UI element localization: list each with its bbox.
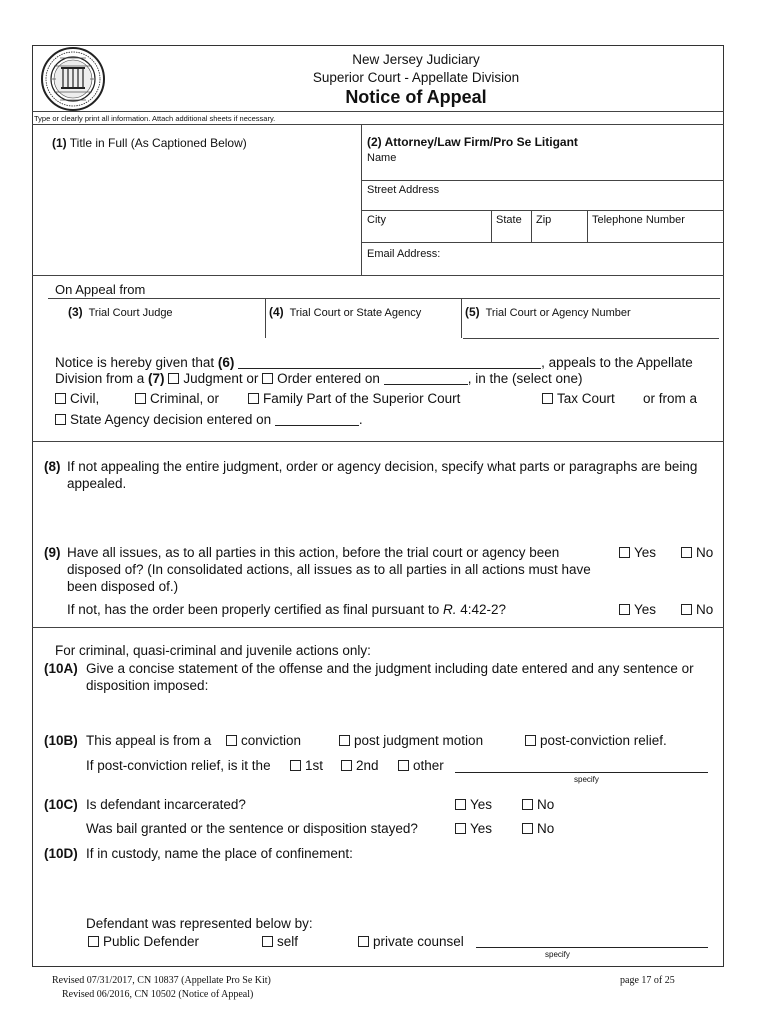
counsel-specify-field[interactable] [476,947,708,948]
tax-option: Tax Court [542,391,615,406]
confinement-field[interactable] [80,864,710,904]
name-label: Name [367,152,397,164]
divider [48,298,720,299]
incarcerated-no-checkbox[interactable] [522,799,533,810]
bail-yes: Yes [455,821,492,836]
q9-number: (9) [44,545,61,560]
divider [361,210,724,211]
email-field[interactable] [450,246,720,262]
divider [461,298,462,338]
incarcerated-yes-checkbox[interactable] [455,799,466,810]
pcr-option: post-conviction relief. [525,733,667,748]
revision-line2: Revised 06/2016, CN 10502 (Notice of Appeal) [62,989,254,1000]
divider [265,298,266,338]
family-option: Family Part of the Superior Court [248,391,460,406]
trial-judge-label: (3) Trial Court Judge [68,305,173,319]
form-title: Notice of Appeal [345,87,487,107]
title-in-full-field[interactable] [40,154,350,272]
bail-yes-checkbox[interactable] [455,823,466,834]
q8-line1: If not appealing the entire judgment, order or agency decision, specify what parts or paragraphs are being [67,459,698,474]
sec2-label: (2) Attorney/Law Firm/Pro Se Litigant [367,135,578,149]
name-field[interactable] [362,164,724,180]
civil-checkbox[interactable] [55,393,66,404]
trial-court-label: (4) Trial Court or State Agency [269,305,422,319]
q9-no-checkbox[interactable] [681,547,692,558]
civil-option: Civil, [55,391,99,406]
q9-line3: been disposed of.) [67,579,179,594]
first-option: 1st [290,758,323,773]
street-field[interactable] [362,196,724,210]
certified-no-checkbox[interactable] [681,604,692,615]
page-number: page 17 of 25 [620,975,675,986]
judgment-checkbox[interactable] [168,373,179,384]
q9-yes-2: Yes [619,602,656,617]
phone-label: Telephone Number [592,214,685,226]
q10a-line1: Give a concise statement of the offense and the judgment including date entered and any sentence or [86,661,694,676]
agency-date-field[interactable] [275,413,359,426]
q8-number: (8) [44,459,61,474]
divider [32,124,724,125]
divider [32,111,724,112]
self-checkbox[interactable] [262,936,273,947]
appellant-name-field[interactable] [238,356,541,369]
q10c-line1: Is defendant incarcerated? [86,797,246,812]
phone-field[interactable] [588,226,724,242]
q10d-number: (10D) [44,846,78,861]
zip-label: Zip [536,214,552,226]
or-from-a: or from a [643,391,698,406]
divider [32,441,724,442]
q9-line4: If not, has the order been properly certified as final pursuant to R. 4:42-2? [67,602,507,617]
agency-number-label: (5) Trial Court or Agency Number [465,305,631,319]
divider [361,180,724,181]
sec1-label: (1) Title in Full (As Captioned Below) [52,136,247,150]
state-label: State [496,214,522,226]
q10a-answer-field[interactable] [80,696,710,724]
header-line1: New Jersey Judiciary [352,52,480,67]
q10a-number: (10A) [44,661,78,676]
q10c-line2: Was bail granted or the sentence or disposition stayed? [86,821,418,836]
incarcerated-yes: Yes [455,797,492,812]
agency-number-field[interactable] [463,320,718,336]
q9-no-1: No [681,545,713,560]
tax-court-checkbox[interactable] [542,393,553,404]
instructions: Type or clearly print all information. Attach additional sheets if necessary. [34,114,276,123]
q9-yes-1: Yes [619,545,656,560]
q9-line1: Have all issues, as to all parties in this action, before the trial court or agency been [67,545,560,560]
criminal-checkbox[interactable] [135,393,146,404]
q10b-number: (10B) [44,733,78,748]
trial-court-field[interactable] [267,320,457,336]
city-field[interactable] [362,226,490,242]
other-option: other [398,758,444,773]
represented-label: Defendant was represented below by: [86,916,313,931]
public-defender-checkbox[interactable] [88,936,99,947]
second-option: 2nd [341,758,379,773]
agency-option: State Agency decision entered on . [55,412,363,427]
q10-intro: For criminal, quasi-criminal and juvenile actions only: [55,643,371,658]
q10b-line2: If post-conviction relief, is it the [86,758,271,773]
on-appeal-heading: On Appeal from [55,282,146,297]
q9-no-2: No [681,602,713,617]
q8-answer-field[interactable] [60,494,710,530]
self-option: self [262,934,298,949]
bail-no: No [522,821,554,836]
pjm-option: post judgment motion [339,733,483,748]
state-field[interactable] [492,226,530,242]
street-label: Street Address [367,184,440,196]
order-checkbox[interactable] [262,373,273,384]
divider [32,627,724,628]
certified-yes-checkbox[interactable] [619,604,630,615]
specify-caption-2: specify [545,950,570,959]
first-pcr-checkbox[interactable] [290,760,301,771]
q10a-line2: disposition imposed: [86,678,209,693]
divider [361,242,724,243]
q10b-text: This appeal is from a [86,733,212,748]
order-date-field[interactable] [384,372,468,385]
bail-no-checkbox[interactable] [522,823,533,834]
second-pcr-checkbox[interactable] [341,760,352,771]
revision-line1: Revised 07/31/2017, CN 10837 (Appellate Pro Se Kit) [52,975,271,986]
private-counsel-option: private counsel [358,934,464,949]
other-pcr-checkbox[interactable] [398,760,409,771]
city-label: City [367,214,386,226]
q9-yes-checkbox[interactable] [619,547,630,558]
other-specify-field[interactable] [455,772,708,773]
divider [463,338,719,339]
state-agency-checkbox[interactable] [55,414,66,425]
divider [32,275,724,276]
email-label: Email Address: [367,248,441,260]
notice-line2: Division from a (7) Judgment or Order entered on , in the (select one) [55,371,583,386]
conviction-option: conviction [226,733,301,748]
public-defender-option: Public Defender [88,934,199,949]
family-checkbox[interactable] [248,393,259,404]
post-judgment-motion-checkbox[interactable] [339,735,350,746]
q9-line2: disposed of? (In consolidated actions, all issues as to all parties in all actions must have [67,562,591,577]
trial-judge-field[interactable] [60,320,260,336]
q8-line2: appealed. [67,476,127,491]
q10d-line1: If in custody, name the place of confinement: [86,846,353,861]
incarcerated-no: No [522,797,554,812]
header-line2: Superior Court - Appellate Division [312,70,520,85]
notice-line1: Notice is hereby given that (6) , appeals to the Appellate [55,355,693,370]
private-counsel-checkbox[interactable] [358,936,369,947]
criminal-option: Criminal, or [135,391,219,406]
specify-caption-1: specify [574,775,599,784]
post-conviction-relief-checkbox[interactable] [525,735,536,746]
conviction-checkbox[interactable] [226,735,237,746]
q10c-number: (10C) [44,797,78,812]
zip-field[interactable] [532,226,586,242]
